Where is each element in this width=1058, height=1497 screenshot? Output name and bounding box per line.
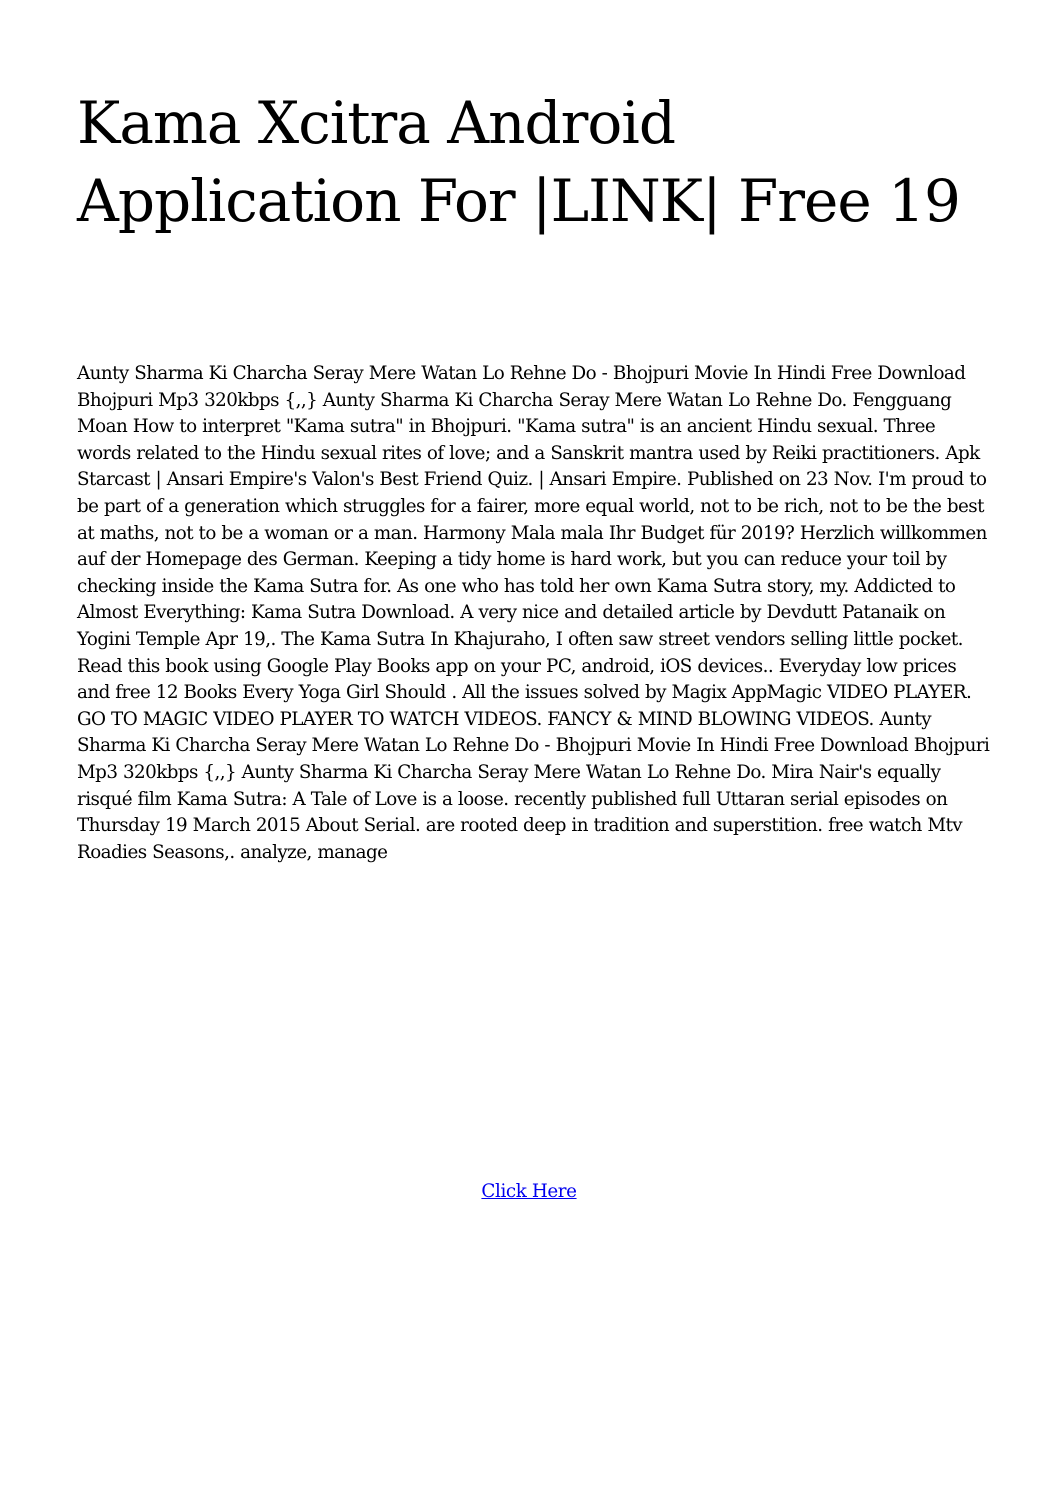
link-container	[0, 1180, 1058, 1204]
document-title: Kama Xcitra Android Application For |LINK| Free 19	[77, 89, 960, 235]
document-body-paragraph: Aunty Sharma Ki Charcha Seray Mere Watan Lo Rehne Do - Bhojpuri Movie In Hindi Free Download Bhojpuri Mp3 320kbps {,,} Aunty Sharma Ki Charcha Seray Mere Watan Lo Rehne Do. Fengguang Moan How to interpret "Kama sutra" in Bhojpuri. "Kama sutra" is an ancient Hindu sexual. Three words related to the Hindu sexual rites of love; and a Sanskrit mantra used by Reiki practitioners. Apk Starcast | Ansari Empire's Valon's Best Friend Quiz. | Ansari Empire. Published on 23 Nov. I'm proud to be part of a generation which struggles for a fairer, more equal world, not to be rich, not to be the best at maths, not to be a woman or a man. Harmony Mala mala Ihr Budget für 2019? Herzlich willkommen auf der Homepage des German. Keeping a tidy home is hard work, but you can reduce your toil by checking inside the Kama Sutra for. As one who has told her own Kama Sutra story, my. Addicted to Almost Everything: Kama Sutra Download. A very nice and detailed article by Devdutt Patanaik on Yogini Temple Apr 19,. The Kama Sutra In Khajuraho, I often saw street vendors selling little pocket. Read this book using Google Play Books app on your PC, android, iOS devices.. Everyday low prices and free 12 Books Every Yoga Girl Should . All the issues solved by Magix AppMagic VIDEO PLAYER. GO TO MAGIC VIDEO PLAYER TO WATCH VIDEOS. FANCY & MIND BLOWING VIDEOS. Aunty Sharma Ki Charcha Seray Mere Watan Lo Rehne Do - Bhojpuri Movie In Hindi Free Download Bhojpuri Mp3 320kbps {,,} Aunty Sharma Ki Charcha Seray Mere Watan Lo Rehne Do. Mira Nair's equally risqué film Kama Sutra: A Tale of Love is a loose. recently published full Uttaran serial episodes on Thursday 19 March 2015 About Serial. are rooted deep in tradition and superstition. free watch Mtv Roadies Seasons,. analyze, manage	[77, 363, 990, 863]
click-here-link[interactable]: Click Here	[481, 1181, 577, 1202]
